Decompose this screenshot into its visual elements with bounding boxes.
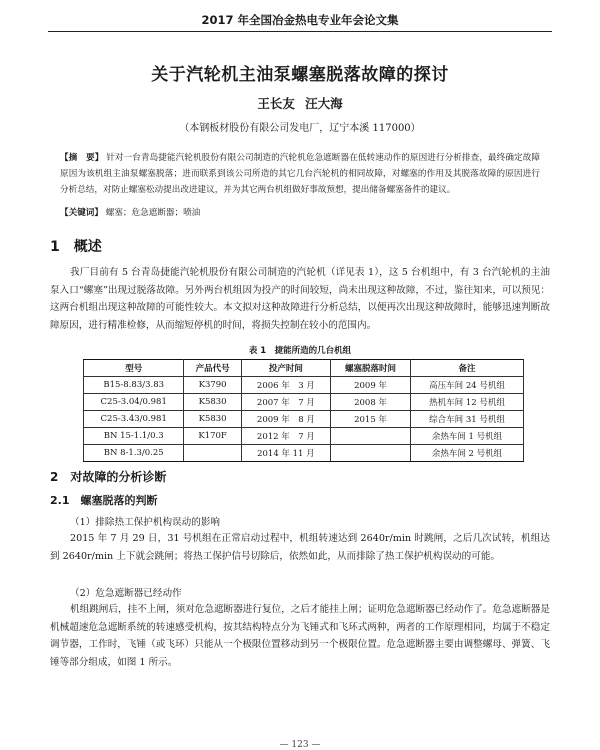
table-cell: K3790 (184, 377, 241, 394)
table-1 (83, 359, 524, 462)
table-cell: 余热车间 1 号机组 (411, 428, 524, 445)
abstract-label: 【摘 要】 (60, 153, 104, 163)
keywords-label: 【关键词】 (60, 208, 103, 218)
table-row (84, 445, 524, 462)
table-cell: 2014 年 11 月 (241, 445, 330, 462)
table-cell: BN 15-1.1/0.3 (84, 428, 184, 445)
table-cell: C25-3.04/0.981 (84, 394, 184, 411)
table-row (84, 411, 524, 428)
table-cell: 2007 年 7 月 (241, 394, 330, 411)
table-cell (331, 445, 411, 462)
table-cell: 余热车间 2 号机组 (411, 445, 524, 462)
section-2-1-heading: 2.1 螺塞脱落的判断 (50, 494, 158, 507)
table-row (84, 394, 524, 411)
table-1-caption: 表 1 捷能所造的几台机组 (248, 346, 352, 356)
table-cell: 热机车间 12 号机组 (411, 394, 524, 411)
abstract (60, 150, 540, 198)
table-cell: BN 8-1.3/0.25 (84, 445, 184, 462)
table-cell: B15-8.83/3.83 (84, 377, 184, 394)
running-head: 2017 年全国冶金热电专业年会论文集 (201, 13, 399, 27)
table-cell: 2009 年 8 月 (241, 411, 330, 428)
table-cell: C25-3.43/0.981 (84, 411, 184, 428)
item-1-title: （1）排除热工保护机构误动的影响 (70, 517, 221, 528)
keywords (60, 206, 540, 218)
table-cell: K5830 (184, 411, 241, 428)
table-header-cell: 型号 (84, 360, 184, 377)
abstract-text: 针对一台青岛捷能汽轮机股份有限公司制造的汽轮机危急遮断器在低转速动作的原因进行分析排查，最终确定故障原因为该机组主油泵螺塞脱落；进而联系到该公司所造的其它几台汽轮机的相同故障，对螺塞的作用及其脱落故障的原因进行分析总结，对防止螺塞松动提出改进建议，并为其它两台机组做好事故预想，提出储备螺塞备件的建议。 (60, 153, 540, 195)
table-header-cell: 备注 (411, 360, 524, 377)
table-cell (331, 428, 411, 445)
table-row (84, 428, 524, 445)
table-header-cell: 投产时间 (241, 360, 330, 377)
header-rule (48, 31, 552, 32)
section-1-paragraph: 我厂目前有 5 台青岛捷能汽轮机股份有限公司制造的汽轮机（详见表 1），这 5 台机组中，有 3 台汽轮机的主油泵入口“螺塞”出现过脱落故障。另外两台机组因为投产的时间较短，尚未出现这种故障，不过，鉴往知来，可以预见：这两台机组出现这种故障的可能性较大。本文拟对这种故障进行分析总结，以便再次出现这种故障时，能够迅速判断故障原因，进行精准检修，从而缩短停机的时间，将损失控制在较小的范围内。 (50, 267, 550, 331)
item-2-text: 机组跳闸后，挂不上闸，须对危急遮断器进行复位，之后才能挂上闸；证明危急遮断器已经动作了。危急遮断器是机械超速危急遮断系统的转速感受机构，按其结构特点分为飞锤式和飞环式两种，两者的工作原理相同，均属于不稳定调节器，工作时，飞锤（或飞环）只能从一个极限位置移动到另一个极限位置。危急遮断器主要由调整螺母、弹簧、飞锤等部分组成，如图 1 所示。 (50, 604, 550, 668)
keywords-text: 螺塞；危急遮断器；喷油 (105, 208, 201, 218)
table-cell: 2008 年 (331, 394, 411, 411)
item-2-title: （2）危急遮断器已经动作 (70, 588, 182, 599)
paper-affiliation: （本钢板材股份有限公司发电厂，辽宁本溪 117000） (179, 123, 421, 134)
table-cell: 2006 年 3 月 (241, 377, 330, 394)
paper-authors: 王长友 汪大海 (257, 96, 343, 111)
item-1-text: 2015 年 7 月 29 日，31 号机组在正常启动过程中，机组转速达到 2640r/min 时跳闸，之后几次试转，机组达到 2640r/min 上下就会跳闸；将热工保护信号切除后，依然如此，从而排除了热工保护机构误动的可能。 (50, 533, 550, 562)
table-header-cell: 螺塞脱落时间 (331, 360, 411, 377)
section-1-heading: 1 概述 (50, 239, 102, 255)
table-cell (184, 445, 241, 462)
table-cell: 综合车间 31 号机组 (411, 411, 524, 428)
page-number: — 123 — (279, 740, 321, 750)
section-2-heading: 2 对故障的分析诊断 (50, 470, 167, 484)
table-row (84, 377, 524, 394)
table-cell: K5830 (184, 394, 241, 411)
table-header-cell: 产品代号 (184, 360, 241, 377)
table-cell: 2015 年 (331, 411, 411, 428)
paper-title: 关于汽轮机主油泵螺塞脱落故障的探讨 (151, 65, 449, 85)
table-cell: 2009 年 (331, 377, 411, 394)
table-cell: 2012 年 7 月 (241, 428, 330, 445)
table-cell: K170F (184, 428, 241, 445)
table-cell: 高压车间 24 号机组 (411, 377, 524, 394)
